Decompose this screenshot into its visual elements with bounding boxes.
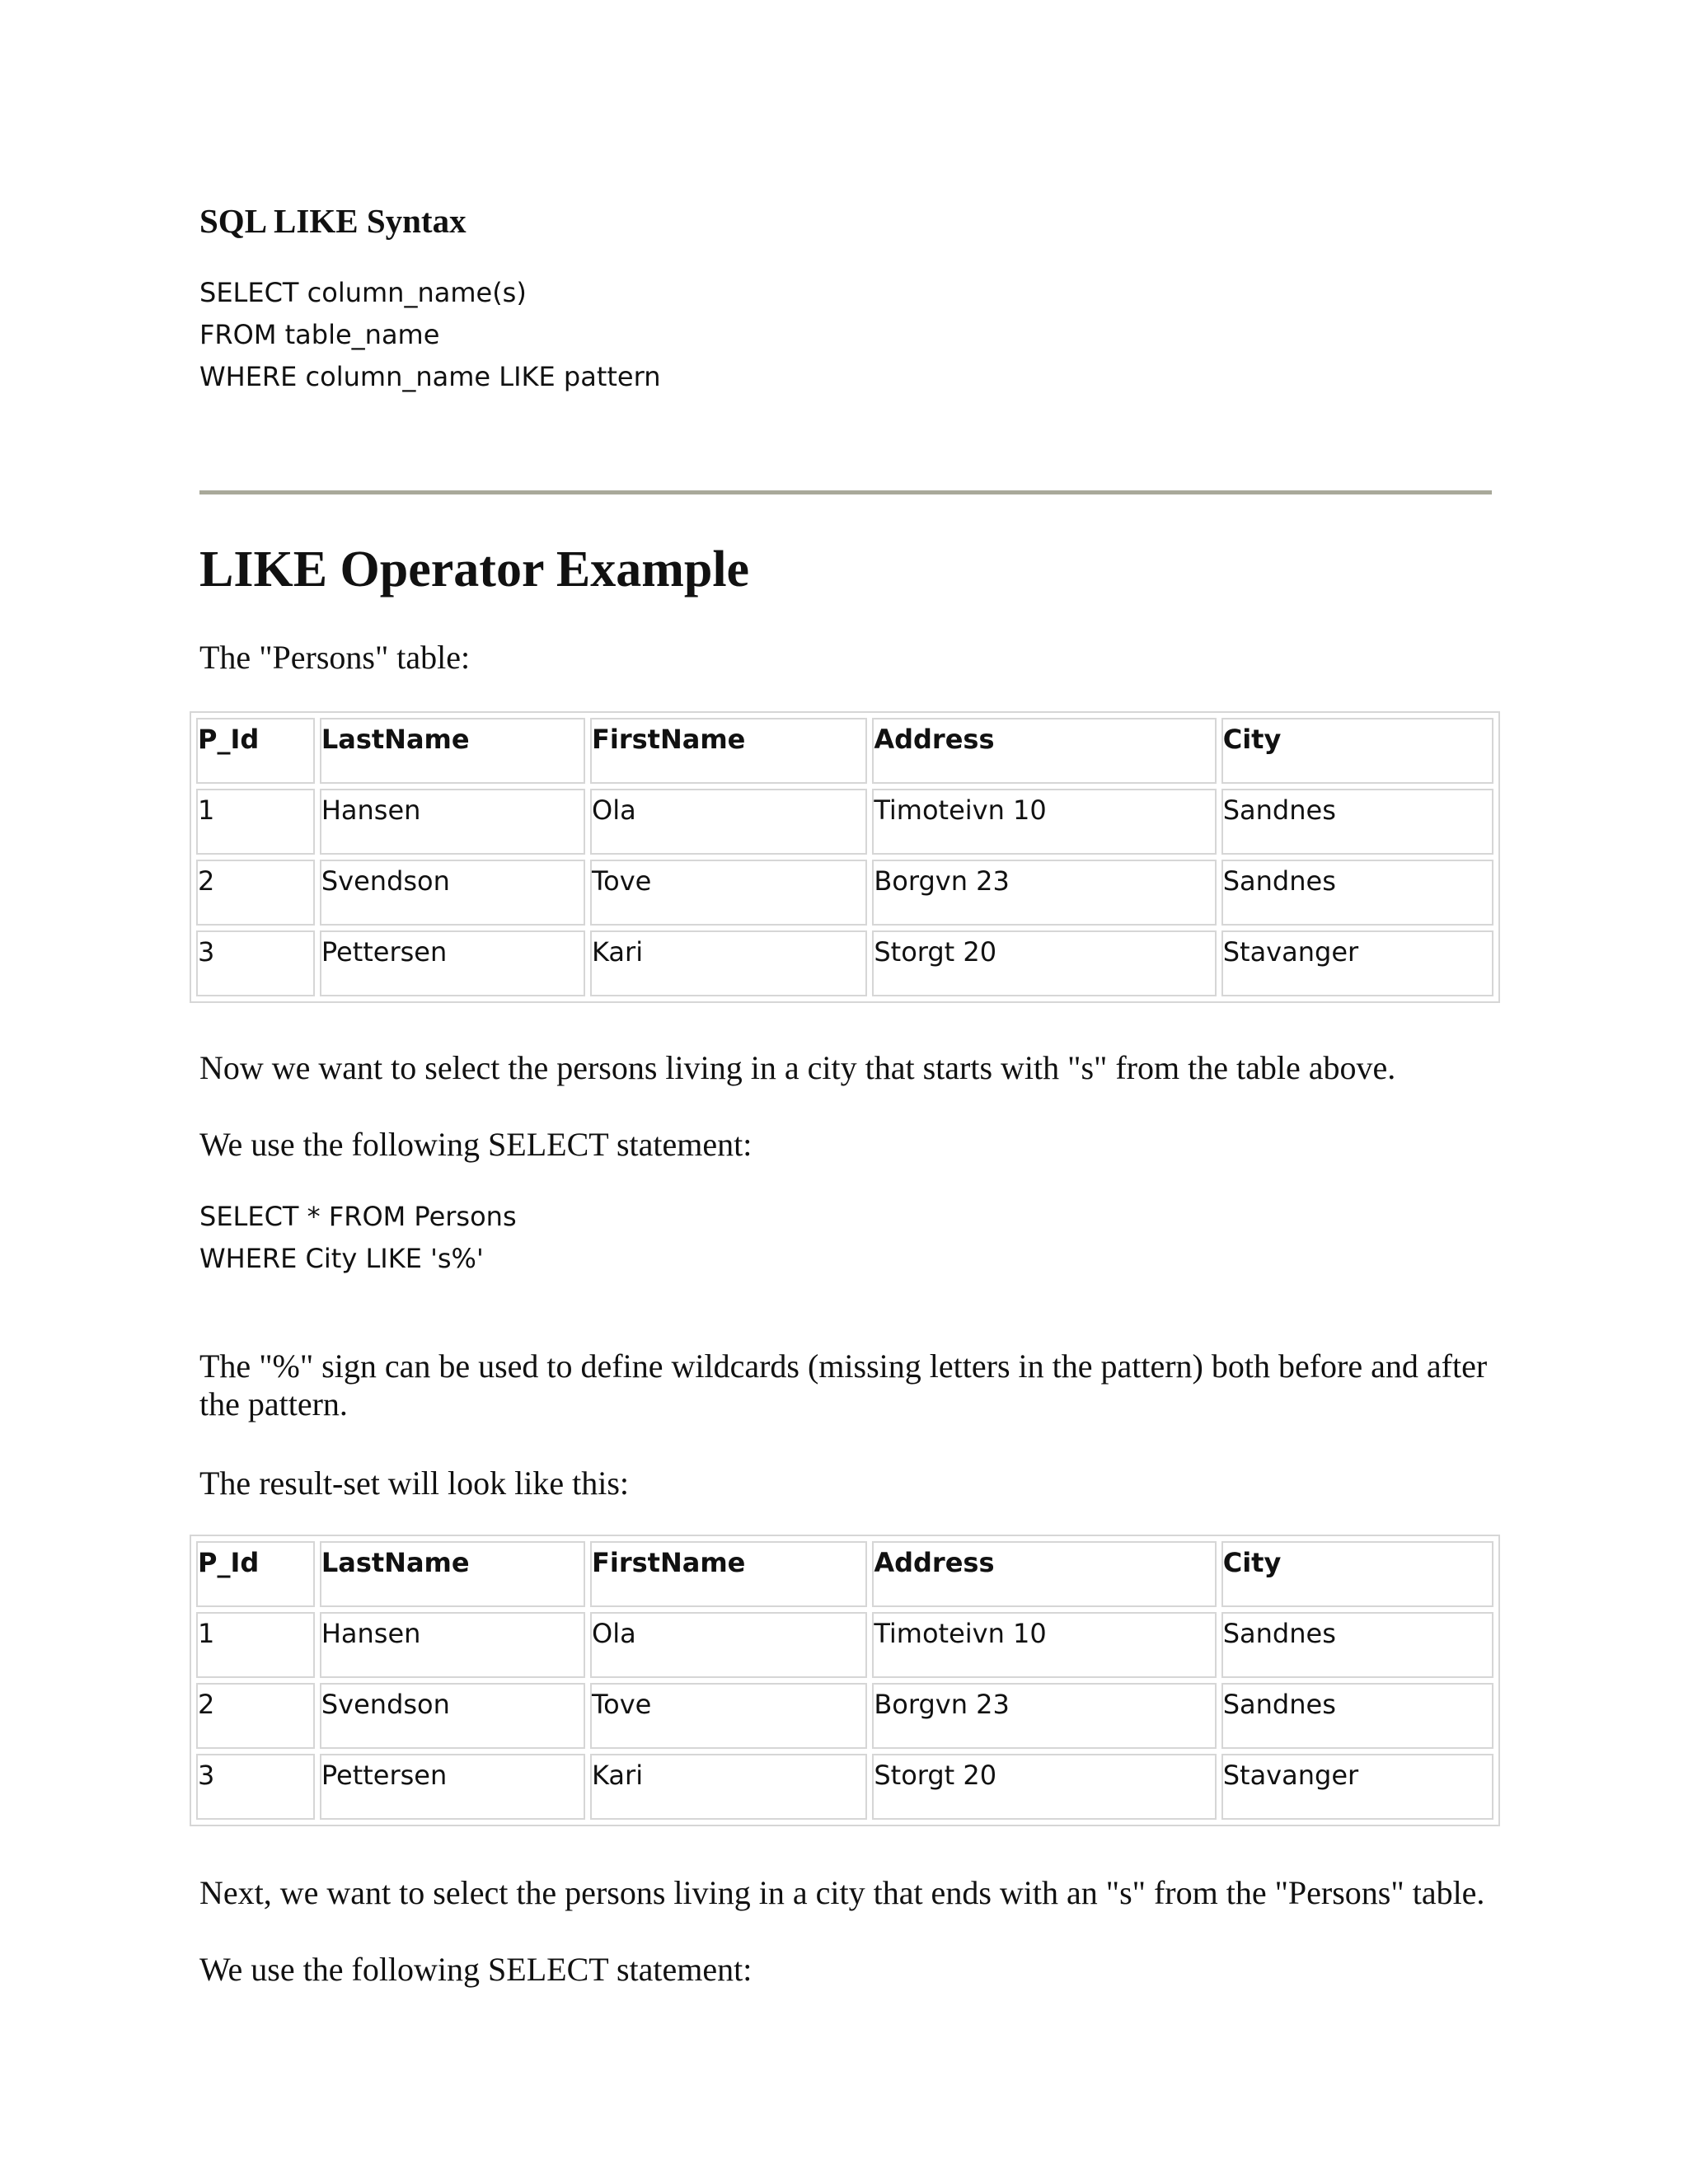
table-row xyxy=(196,1754,1493,1820)
table-row xyxy=(196,930,1493,996)
table-cell: Ola xyxy=(590,789,867,855)
column-header: FirstName xyxy=(590,718,867,784)
column-header: LastName xyxy=(320,718,585,784)
syntax-code-block xyxy=(199,272,660,398)
table-cell: Pettersen xyxy=(320,1754,585,1820)
column-header: P_Id xyxy=(196,1541,315,1607)
table-cell: Stavanger xyxy=(1221,1754,1493,1820)
persons-table-intro: The "Persons" table: xyxy=(199,639,471,676)
table-cell: Sandnes xyxy=(1221,1612,1493,1678)
table-header-row xyxy=(196,718,1493,784)
example-heading: LIKE Operator Example xyxy=(199,541,750,598)
table-cell: 2 xyxy=(196,1683,315,1749)
table-cell: Pettersen xyxy=(320,930,585,996)
table-cell: Timoteivn 10 xyxy=(872,1612,1216,1678)
column-header: City xyxy=(1221,718,1493,784)
table-cell: Svendson xyxy=(320,1683,585,1749)
result-intro: The result-set will look like this: xyxy=(199,1465,630,1502)
query-code-block xyxy=(199,1196,517,1280)
column-header: Address xyxy=(872,718,1216,784)
table-row xyxy=(196,789,1493,855)
query-code-line: WHERE City LIKE 's%' xyxy=(199,1243,484,1274)
table-cell: Storgt 20 xyxy=(872,930,1216,996)
table-cell: 1 xyxy=(196,1612,315,1678)
column-header: FirstName xyxy=(590,1541,867,1607)
table-cell: Tove xyxy=(590,1683,867,1749)
table-cell: Hansen xyxy=(320,789,585,855)
select-statement-intro-2: We use the following SELECT statement: xyxy=(199,1951,753,1988)
table-cell: Stavanger xyxy=(1221,930,1493,996)
table-cell: Kari xyxy=(590,1754,867,1820)
table-row xyxy=(196,860,1493,926)
table-cell: Borgvn 23 xyxy=(872,1683,1216,1749)
result-table xyxy=(190,1535,1500,1826)
table-row xyxy=(196,1683,1493,1749)
table-cell: 3 xyxy=(196,1754,315,1820)
table-cell: Borgvn 23 xyxy=(872,860,1216,926)
table-cell: Timoteivn 10 xyxy=(872,789,1216,855)
persons-table xyxy=(190,711,1500,1003)
table-cell: 3 xyxy=(196,930,315,996)
horizontal-rule xyxy=(199,490,1492,494)
select-ends-s-paragraph: Next, we want to select the persons living in a city that ends with an "s" from the "Persons" table. xyxy=(199,1874,1485,1911)
table-cell: Sandnes xyxy=(1221,860,1493,926)
table-cell: Svendson xyxy=(320,860,585,926)
table-cell: Sandnes xyxy=(1221,1683,1493,1749)
syntax-code-line: WHERE column_name LIKE pattern xyxy=(199,361,661,392)
table-cell: Tove xyxy=(590,860,867,926)
table-cell: 1 xyxy=(196,789,315,855)
wildcard-paragraph: The "%" sign can be used to define wildcards (missing letters in the pattern) both before and after the pattern. xyxy=(199,1347,1488,1422)
query-code-line: SELECT * FROM Persons xyxy=(199,1201,517,1232)
table-cell: Sandnes xyxy=(1221,789,1493,855)
column-header: Address xyxy=(872,1541,1216,1607)
table-cell: Kari xyxy=(590,930,867,996)
table-header-row xyxy=(196,1541,1493,1607)
table-row xyxy=(196,1612,1493,1678)
syntax-heading: SQL LIKE Syntax xyxy=(199,202,467,240)
table-cell: Hansen xyxy=(320,1612,585,1678)
syntax-code-line: SELECT column_name(s) xyxy=(199,277,527,308)
select-statement-intro: We use the following SELECT statement: xyxy=(199,1126,753,1163)
table-cell: Ola xyxy=(590,1612,867,1678)
column-header: P_Id xyxy=(196,718,315,784)
column-header: City xyxy=(1221,1541,1493,1607)
table-cell: 2 xyxy=(196,860,315,926)
table-cell: Storgt 20 xyxy=(872,1754,1216,1820)
syntax-code-line: FROM table_name xyxy=(199,319,440,350)
column-header: LastName xyxy=(320,1541,585,1607)
select-s-paragraph: Now we want to select the persons living in a city that starts with "s" from the table above. xyxy=(199,1049,1396,1086)
